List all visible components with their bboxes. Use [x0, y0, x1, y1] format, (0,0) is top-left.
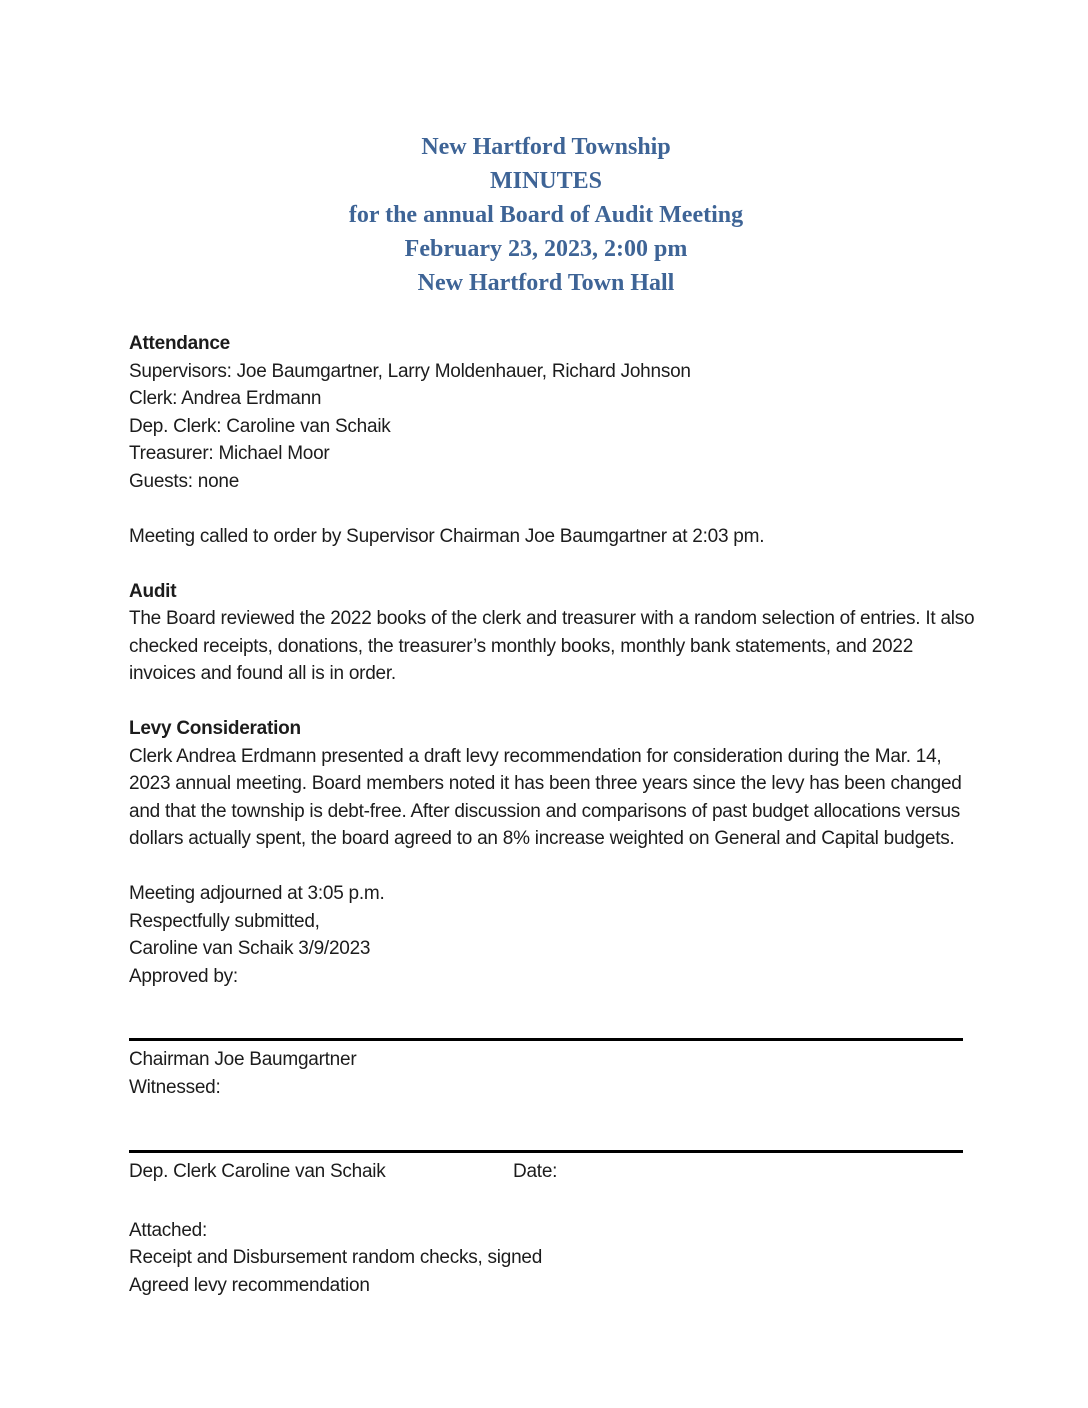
call-to-order-section [129, 523, 963, 551]
submitted-by-text: Caroline van Schaik 3/9/2023 [129, 938, 371, 959]
closing-section [129, 880, 963, 990]
title-location: New Hartford Town Hall [417, 270, 675, 296]
witnessed-label: Witnessed: [129, 1076, 221, 1098]
attendance-clerk: Clerk: Andrea Erdmann [129, 388, 322, 409]
attachment-item: Agreed levy recommendation [129, 1274, 370, 1296]
levy-body-line: Clerk Andrea Erdmann presented a draft levy recommendation for consideration during the Mar. 14, [129, 745, 942, 767]
attendance-treasurer: Treasurer: Michael Moor [129, 443, 330, 464]
levy-heading: Levy Consideration [129, 718, 301, 739]
title-township: New Hartford Township [421, 134, 671, 160]
adjourned-text: Meeting adjourned at 3:05 p.m. [129, 883, 385, 904]
chairman-name-line: Chairman Joe Baumgartner [129, 1049, 357, 1070]
title-date-time: February 23, 2023, 2:00 pm [404, 236, 688, 262]
audit-body-line: The Board reviewed the 2022 books of the clerk and treasurer with a random selection of entries. It also [129, 608, 975, 629]
attendance-guests: Guests: none [129, 470, 240, 492]
title-meeting-name: for the annual Board of Audit Meeting [348, 202, 744, 228]
dep-clerk-signature-block [129, 1150, 963, 1186]
attachments-section [129, 1217, 963, 1300]
levy-body-line: dollars actually spent, the board agreed to an 8% increase weighted on General and Capital budgets. [129, 828, 955, 849]
respectfully-submitted-text: Respectfully submitted, [129, 910, 320, 932]
audit-body-line: checked receipts, donations, the treasurer’s monthly books, monthly bank statements, and 2022 [129, 635, 914, 657]
attendance-supervisors: Supervisors: Joe Baumgartner, Larry Moldenhauer, Richard Johnson [129, 360, 691, 382]
attached-heading: Attached: [129, 1219, 208, 1241]
dep-clerk-name-line: Dep. Clerk Caroline van Schaik [129, 1161, 386, 1182]
levy-body-line: and that the township is debt-free. After discussion and comparisons of past budget allocations versus [129, 800, 961, 822]
attendance-dep-clerk: Dep. Clerk: Caroline van Schaik [129, 415, 391, 437]
dep-clerk-signature-row [129, 1158, 963, 1186]
attendance-heading: Attendance [129, 333, 230, 354]
levy-consideration-section [129, 715, 963, 853]
audit-section [129, 578, 975, 688]
title-minutes: MINUTES [489, 168, 603, 194]
attachment-item: Receipt and Disbursement random checks, signed [129, 1247, 543, 1268]
audit-heading: Audit [129, 580, 177, 602]
date-label: Date: [513, 1161, 558, 1182]
document-title-block [129, 130, 963, 300]
attendance-section [129, 330, 963, 495]
levy-body-line: 2023 annual meeting. Board members noted it has been three years since the levy has been changed [129, 773, 962, 794]
call-to-order-text: Meeting called to order by Supervisor Chairman Joe Baumgartner at 2:03 pm. [129, 525, 765, 547]
approved-by-label: Approved by: [129, 965, 238, 987]
chairman-signature-block [129, 1038, 963, 1101]
audit-body-line: invoices and found all is in order. [129, 663, 396, 684]
